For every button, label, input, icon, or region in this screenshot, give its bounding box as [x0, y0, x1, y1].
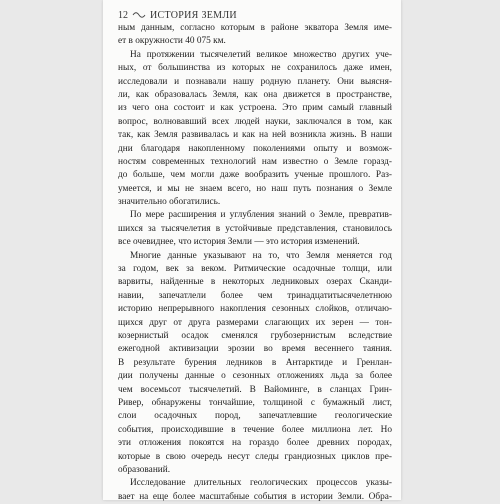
text-line: ных, от большинства из которых не сохранилось даже имен, [118, 63, 392, 74]
running-header [118, 10, 237, 21]
text-line: вопрос, волновавший всех людей науки, заключался в том, как [118, 116, 392, 127]
text-line: ли, как образовалась Земля, как она движется в пространстве, [118, 89, 392, 100]
running-title: ИСТОРИЯ ЗЕМЛИ [150, 10, 237, 21]
ornament-icon [132, 10, 146, 21]
text-line: шихся за тысячелетия в устойчивые представления, становилось [118, 223, 392, 234]
text-line: На протяжении тысячелетий великое множество других уче- [130, 49, 392, 60]
book-page [103, 0, 401, 500]
text-line: все очевиднее, что история Земли — это история изменений. [118, 237, 360, 248]
text-line: Многие данные указывают на то, что Земля меняется год [130, 250, 392, 261]
text-line: Ривер, обнаружены тончайшие, толщиной с бумажный лист, [118, 397, 392, 408]
text-line: ежегодной активизации эрозии во время весеннего таяния. [118, 344, 392, 355]
text-line: дии получены данные о сезонных отложениях льда за более [118, 371, 392, 382]
text-line: слои осадочных пород, запечатлевшие геологические [118, 411, 392, 422]
text-line: до больше, чем могли даже вообразить ученые прошлого. Раз- [118, 170, 392, 181]
text-line: По мере расширения и углубления знаний о Земле, превратив- [130, 210, 392, 221]
text-line: которые в свою очередь несут следы грандиозных циклов пре- [118, 451, 392, 462]
text-line: умеется, и мы не знаем всего, но наш путь познания о Земле [118, 183, 392, 194]
text-line: образований. [118, 464, 171, 475]
text-line: щихся друг от друга размерами слагающих их зерен — тон- [118, 317, 392, 328]
text-line: козернистый осадок сменялся грубозернистым вследствие [118, 330, 392, 341]
text-line: вает на еще более масштабные события в истории Земли. Обра- [118, 491, 392, 502]
text-line: так, как Земля развивалась и как на ней возникла жизнь. В наши [118, 130, 392, 141]
text-line: Исследование длительных геологических процессов указы- [130, 478, 392, 489]
text-line: исследовали и познавали нашу родную планету. Они выясня- [118, 76, 392, 87]
text-line: историю непрерывного накопления сезонных слойков, отличаю- [118, 304, 392, 315]
text-line: В результате бурения ледников в Антарктиде и Гренлан- [118, 357, 392, 368]
text-line: эти отложения покоятся на гораздо более древних породах, [118, 438, 392, 449]
text-line: дни благодаря накопленному поколениями опыту и возмож- [118, 143, 392, 154]
text-line: из чего она состоит и как устроена. Это прим самый главный [118, 103, 392, 114]
text-line: события, происходившие в течение более миллиона лет. Но [118, 424, 392, 435]
text-line: значительно обогатились. [118, 197, 221, 208]
page-number: 12 [118, 10, 128, 21]
text-line: ет в окружности 40 075 км. [118, 36, 226, 47]
text-line: чем восемьсот тысячелетий. В Вайоминге, в сланцах Грин- [118, 384, 392, 395]
text-line: ностям современных технологий нам известно о Земле горазд- [118, 156, 392, 167]
text-line: ным данным, согласно которым в районе экватора Земля име- [118, 23, 392, 33]
text-line: навии, запечатлели более чем тринадцатитысячелетнюю [118, 290, 392, 301]
body-text [118, 22, 392, 504]
text-line: за годом, век за веком. Ритмические осадочные толщи, или [118, 264, 392, 275]
text-line: варвиты, найденные в некоторых ледниковых озерах Сканди- [118, 277, 392, 288]
